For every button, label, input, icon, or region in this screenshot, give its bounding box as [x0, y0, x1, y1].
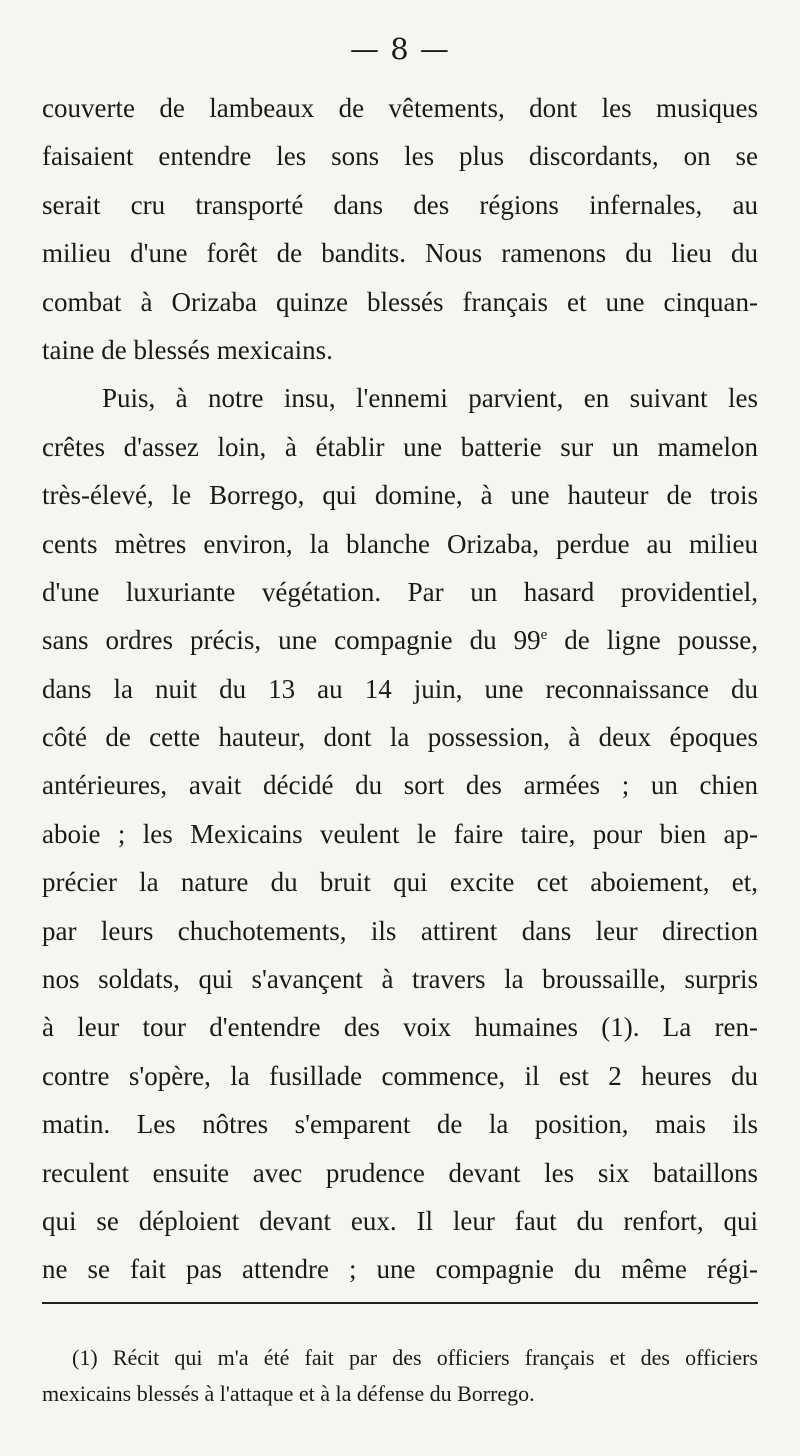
text-line: Puis, à notre insu, l'ennemi parvient, en suivant les: [102, 383, 758, 414]
text-line: côté de cette hauteur, dont la possession, à deux époques: [42, 722, 758, 753]
text-line: faisaient entendre les sons les plus discordants, on se: [42, 141, 758, 172]
text-line: ne se fait pas attendre ; une compagnie du même régi-: [42, 1254, 758, 1285]
text-line: reculent ensuite avec prudence devant les six bataillons: [42, 1157, 758, 1188]
text-line: combat à Orizaba quinze blessés français et une cinquan-: [42, 286, 758, 317]
page-number: — 8 —: [350, 32, 450, 66]
text-line: nos soldats, qui s'avançent à travers la broussaille, surpris: [42, 964, 758, 995]
text-line: qui se déploient devant eux. Il leur faut du renfort, qui: [42, 1205, 758, 1236]
footnote-line: (1) Récit qui m'a été fait par des officiers français et des officiers: [72, 1345, 758, 1370]
footnote: [42, 1340, 758, 1412]
text-segment: de ligne pousse,: [547, 625, 758, 656]
text-line: milieu d'une forêt de bandits. Nous ramenons du lieu du: [42, 238, 758, 269]
text-line: à leur tour d'entendre des voix humaines (1). La ren-: [42, 1012, 758, 1043]
text-line: contre s'opère, la fusillade commence, il est 2 heures du: [42, 1060, 758, 1091]
text-line: serait cru transporté dans des régions infernales, au: [42, 189, 758, 220]
text-line: dans la nuit du 13 au 14 juin, une reconnaissance du: [42, 673, 758, 704]
text-line: couverte de lambeaux de vêtements, dont les musiques: [42, 93, 758, 123]
superscript: e: [540, 627, 548, 644]
footnote-divider: [42, 1302, 758, 1304]
text-line: cents mètres environ, la blanche Orizaba, perdue au milieu: [42, 528, 758, 559]
text-line: antérieures, avait décidé du sort des armées ; un chien: [42, 770, 758, 801]
text-line: très-élevé, le Borrego, qui domine, à une hauteur de trois: [42, 480, 758, 511]
text-line: matin. Les nôtres s'emparent de la position, mais ils: [42, 1109, 758, 1140]
text-line: d'une luxuriante végétation. Par un hasard providentiel,: [42, 576, 758, 607]
footnote-line: mexicains blessés à l'attaque et à la défense du Borrego.: [42, 1381, 535, 1406]
text-segment: sans ordres précis, une compagnie du 99: [42, 625, 541, 656]
text-line: crêtes d'assez loin, à établir une batterie sur un mamelon: [42, 431, 758, 462]
paragraph: [42, 84, 758, 374]
body-text: [42, 84, 758, 1294]
text-line: par leurs chuchotements, ils attirent dans leur direction: [42, 915, 758, 946]
text-line-99: [42, 616, 758, 664]
text-line: précier la nature du bruit qui excite cet aboiement, et,: [42, 867, 758, 898]
text-line: taine de blessés mexicains.: [42, 334, 333, 365]
paragraph: [42, 374, 758, 1293]
text-line: aboie ; les Mexicains veulent le faire taire, pour bien ap-: [42, 818, 758, 849]
